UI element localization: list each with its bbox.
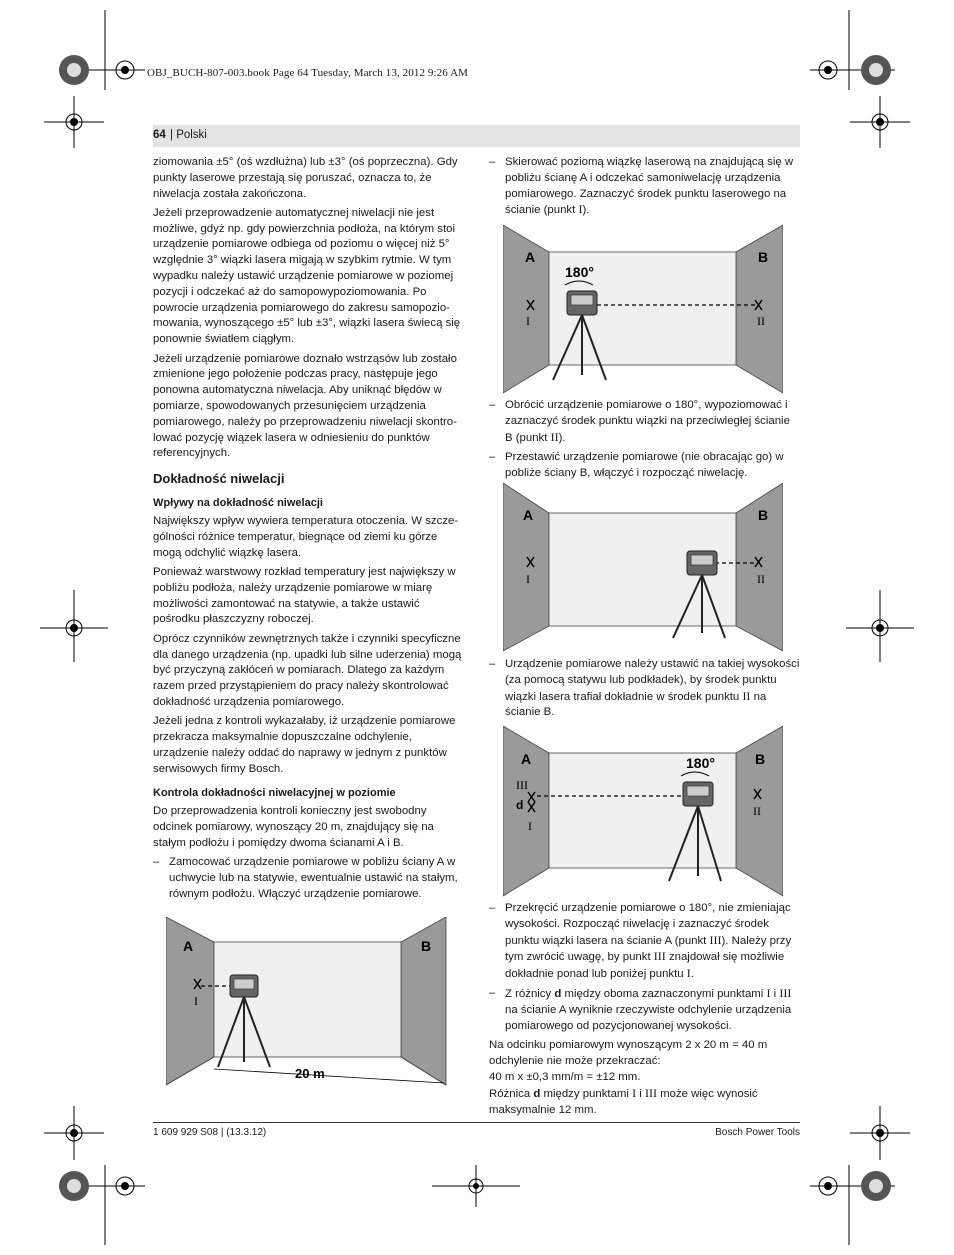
paragraph: Oprócz czynników zewnętrznych także i czynniki specyficzne dla danego urządzenia (np. upadki lub silne uderzenia) mogą być przyczyną zakłóceń w pomiarach. Dlatego za każdym razem przed przystąpieniem do pracy należy skontrolować dokładność urządzenia pomiarowego. [153,632,462,708]
list-item: – Skierować poziomą wiązkę laserową na znajdującą się w pobliżu ścianę A i odczekać samoniwelację urządzenia pomiarowego. Zaznaczyć środek punktu laserowego na ścianie (punkt I). [489,156,794,217]
wall-a-label: A [525,249,536,265]
list-item: – Zamocować urządzenie pomiarowe w pobliżu ściany A w uchwycie lub na statywie, ewentualnie ustawić na stałym, równym podłożu. Włączyć urządzenie pomiarowe. [153,856,458,900]
paragraph: Ponieważ warstwowy rozkład temperatury jest największy w pobliżu podłoża, należy urządzenie pomiarowe w miarę możliwości zamontować na statywie, a także ustawić pośrodku płaszczyzny roboczej. [153,566,456,626]
difference-label: d [516,798,524,812]
paragraph: 40 m x ±0,3 mm/m = ±12 mm. [489,1070,641,1083]
paragraph: Jeżeli jedna z kontroli wykazałaby, iż urządzenie pomiarowe przekracza maksymalnie dopuszczalne odchylenie, urządzenie należy oddać do naprawy w jednym z punktów serwisowych firmy Bosch. [153,715,456,775]
point-i-label: I [194,994,198,1008]
wall-a-label: A [183,938,194,954]
wall-b-label: B [755,751,766,767]
point-i-label: I [526,572,530,586]
paragraph: Do przeprowadzenia kontroli konieczny jest swobodny odcinek pomiarowy, wynoszący 20 m, znajdujący się na stałym podłożu i pomiędzy dwoma ścianami A i B. [153,805,434,849]
right-column-step-2 [489,155,800,223]
left-column [153,155,465,906]
wall-b-label: B [421,938,432,954]
right-column-step-6 [489,901,800,1122]
print-slug: OBJ_BUCH-807-003.book Page 64 Tuesday, March 13, 2012 9:26 AM [147,67,469,79]
wall-b-label: B [758,249,769,265]
point-iii-label: III [516,778,528,792]
paragraph: Największy wpływ wywiera temperatura otoczenia. W szczególności różnice temperatur, biegnące od ziemi ku górze mogą odchylić wiązkę lasera. [153,515,459,559]
subsection-heading: Kontrola dokładności niwelacyjnej w poziomie [153,787,396,800]
list-item: – Z różnicy d między oboma zaznaczonymi punktami I i III na ścianie A wyniknie rzeczywiste odchylenie urządzenia pomiarowego od pozycjonowanej wysokości. [489,986,792,1033]
paragraph: Jeżeli urządzenie pomiarowe doznało wstrząsów lub zostało zmienione jego położenie podczas pracy, następuje jego ponowna automatyczna niwelacja. Aby uniknąć błędów w pomiarze, spowodowanych przesunięciem urządzenia pomiarowego, należy po przeprowadzeniu niwelacji skontrolować pozycję wiązek lasera w odniesieniu do punktów referencyjnych. [153,352,457,460]
paragraph: Jeżeli przeprowadzenie automatycznej niwelacji nie jest możliwe, gdyż np. gdy powierzchnia podłoża, na którym stoi urządzenie pomiarowe odbiega od poziomu o więcej niż 5° względnie 3° wiązki lasera migają w szybkim rytmie. W tym wypadku należy ustawić urządzenie pomiarowe w poziomej pozycji i odczekać aż do samopowypoziomowania. Po powrocie urządzenia pomiarowego do zakresu samopoziomowania, wynoszącego ±5° lub ±3°, wiązki lasera świecą się ponownie światłem ciągłym. [153,206,461,346]
point-ii-label: II [757,572,765,586]
subsection-heading: Wpływy na dokładność niwelacji [153,497,323,510]
paragraph: Na odcinku pomiarowym wynoszącym 2 x 20 m = 40 m odchylenie nie może przekraczać: [489,1039,768,1068]
wall-a-label: A [521,751,532,767]
right-column-step-5 [489,657,800,725]
figure-rotate-near-wall-b [503,726,783,898]
wall-a-label: A [523,507,534,523]
header-language: | Polski [170,129,207,141]
footer-rule [153,1122,800,1123]
list-item: – Przekręcić urządzenie pomiarowe o 180°, nie zmieniając wysokości. Rozpocząć niwelację i zaznaczyć środek punktu wiązki lasera na ścianie A (punkt III). Należy przy tym zwrócić uwagę, by punkt III znajdował się możliwie dokładnie ponad lub poniżej punktu I. [489,902,792,981]
right-column-step-3 [489,398,800,485]
list-item: – Urządzenie pomiarowe należy ustawić na takiej wysokości (za pomocą statywu lub podkładek), by środek punktu wiązki lasera trafiał dokładnie w środek punktu II na ścianie B. [489,658,800,719]
footer-part-number: 1 609 929 S08 | (13.3.12) [153,1127,267,1138]
figure-rotate-mark-points [503,225,783,395]
paragraph: Różnica d między punktami I i III może więc wynosić maksymalnie 12 mm. [489,1085,758,1116]
page-number: 64 [153,129,166,141]
distance-line [214,1069,444,1083]
rotation-label: 180° [686,755,715,771]
section-heading: Dokładność niwelacji [153,471,285,487]
point-ii-label: II [757,314,765,328]
point-ii-label: II [753,804,761,818]
distance-label: 20 m [295,1066,325,1081]
figure-device-near-wall-a [166,917,464,1089]
rotation-label: 180° [565,264,594,280]
page-header [153,125,800,147]
paragraph: ziomowania ±5° (oś wzdłużna) lub ±3° (oś poprzeczna). Gdy punkty laserowe przestają się poruszać, oznacza to, że niwelacja została zakończona. [153,156,458,200]
figure-device-near-wall-b [503,483,783,653]
wall-b-label: B [758,507,769,523]
footer-brand: Bosch Power Tools [715,1127,800,1138]
point-i-label: I [526,314,530,328]
point-i-label: I [528,819,532,833]
list-item: – Przestawić urządzenie pomiarowe (nie obracając go) w pobliże ściany B, włączyć i rozpocząć niwelację. [489,450,784,479]
list-item: – Obrócić urządzenie pomiarowe o 180°, wypoziomować i zaznaczyć środek punktu wiązki na przeciwległej ścianie B (punkt II). [489,399,790,444]
